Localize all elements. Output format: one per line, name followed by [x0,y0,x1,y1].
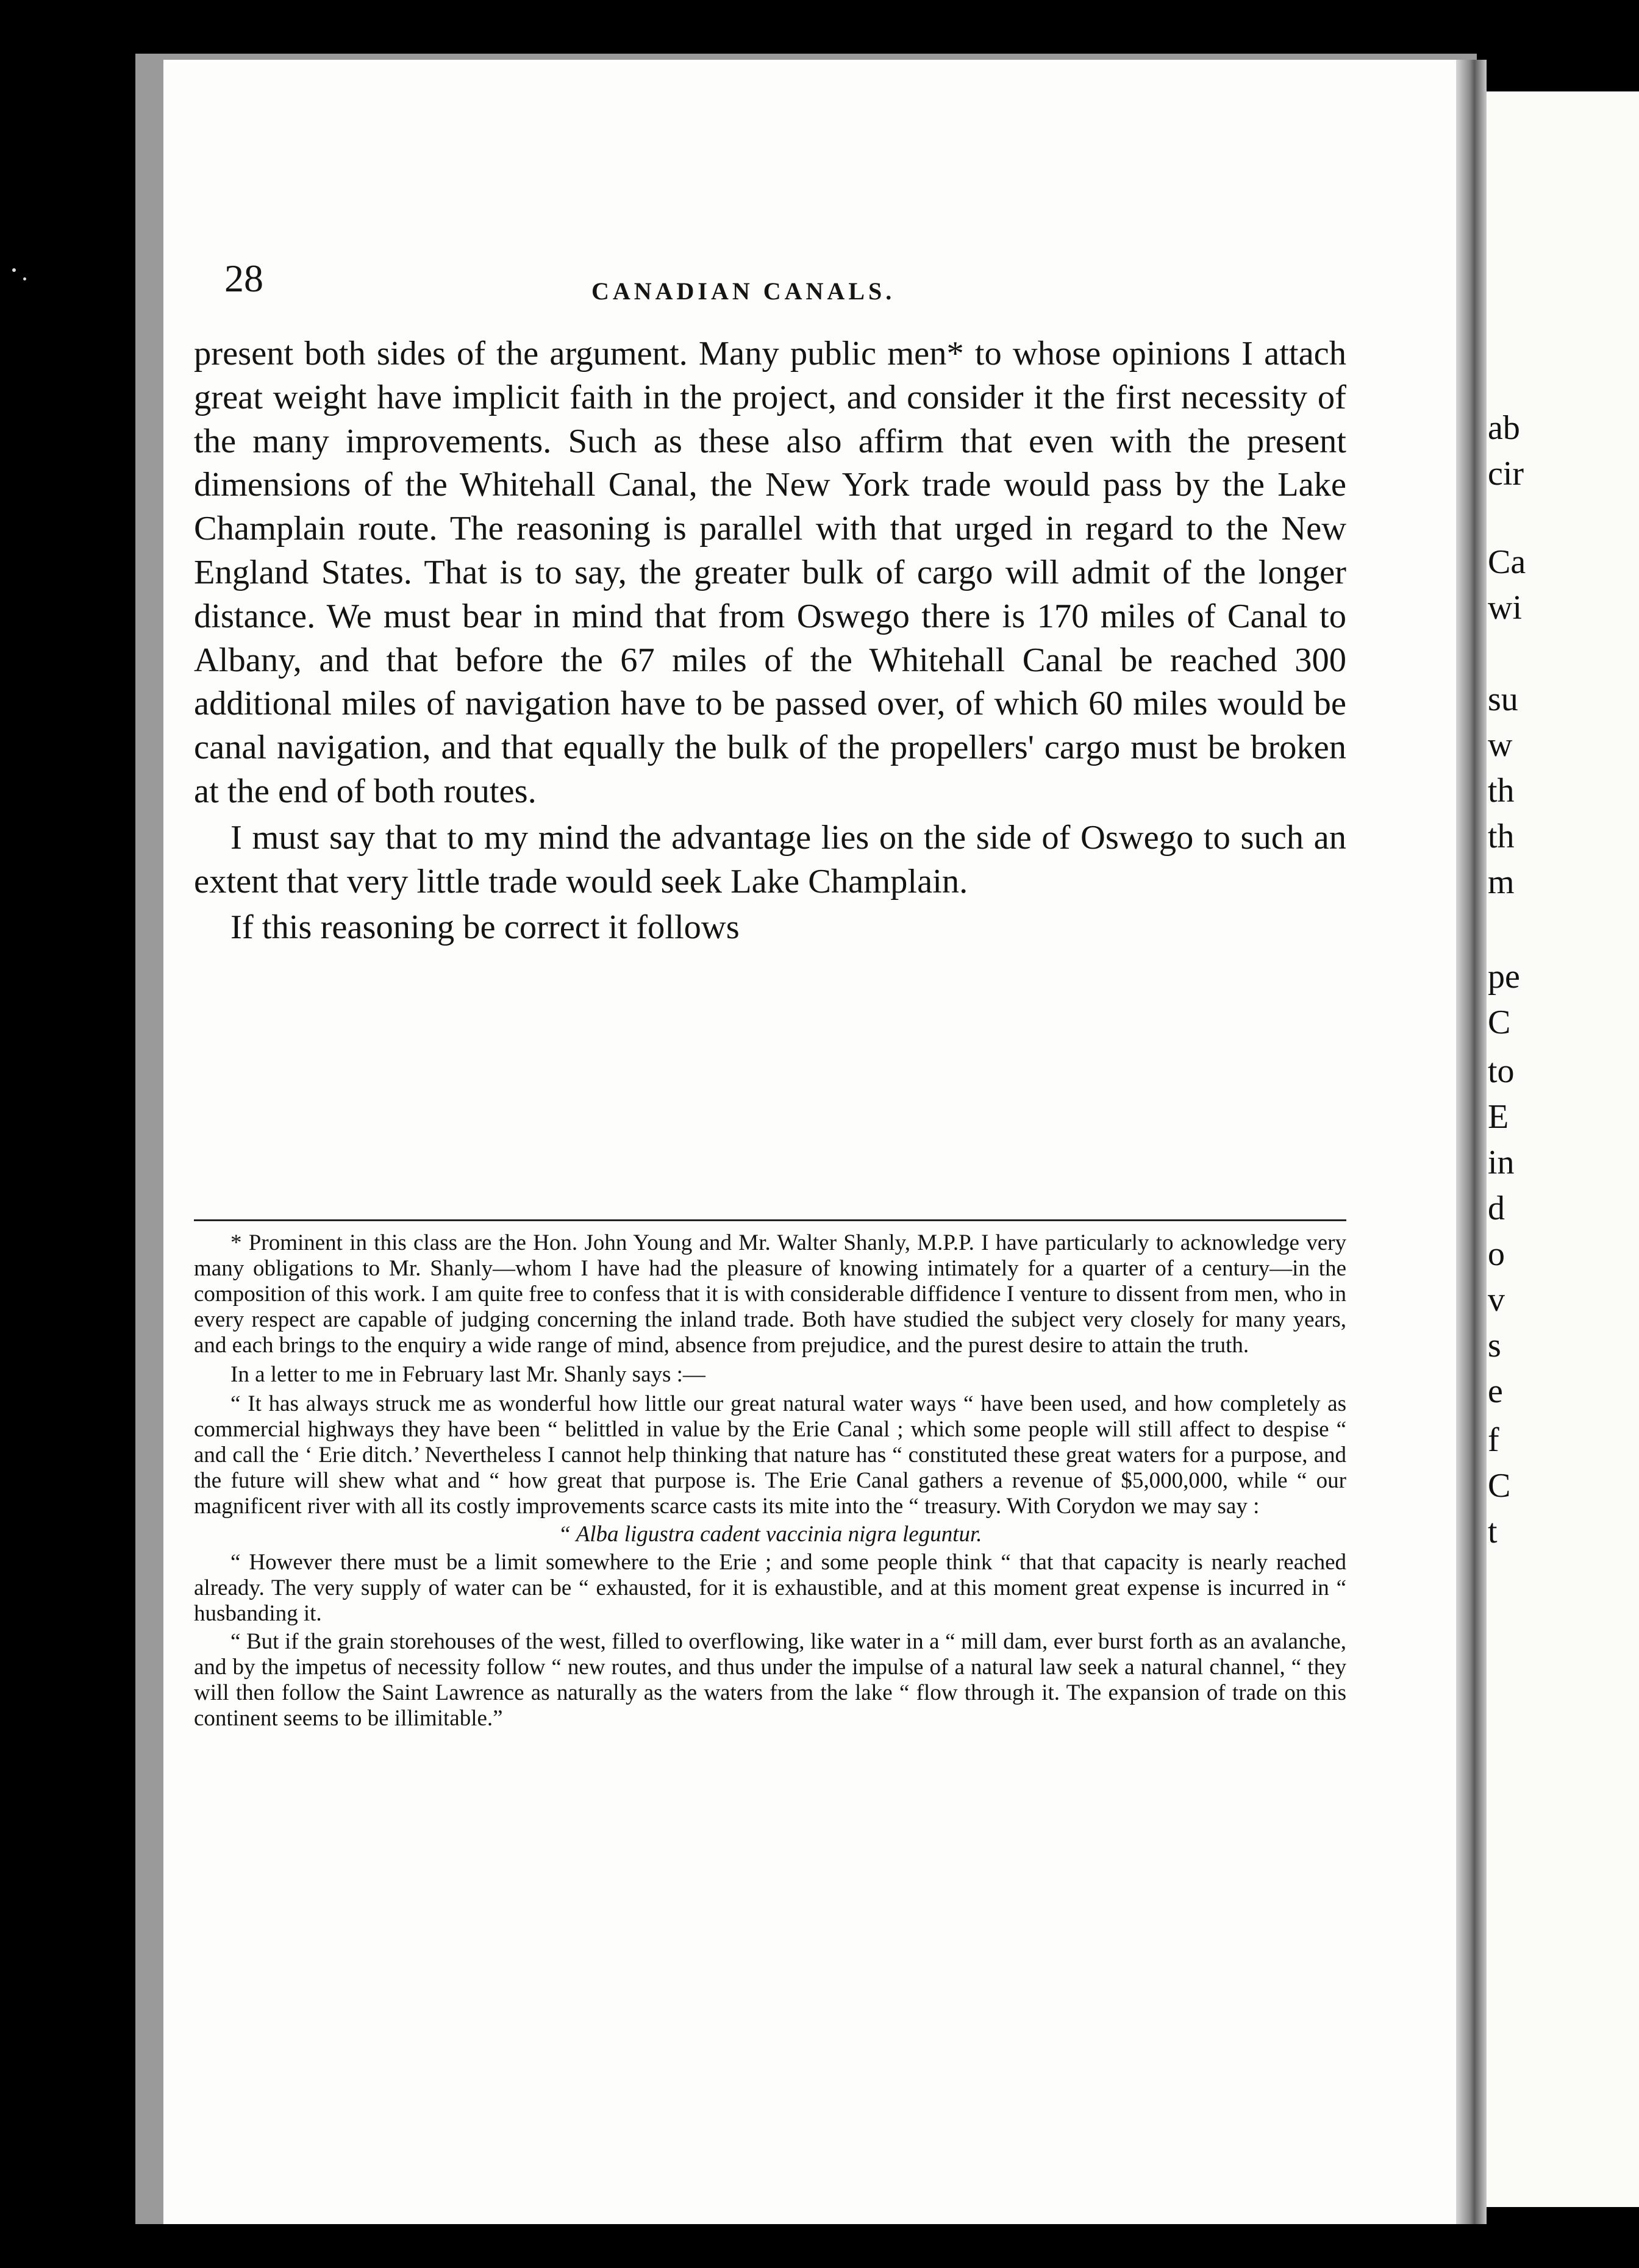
facing-page-fragment: C [1488,1467,1511,1505]
footnote [194,1230,1346,1731]
footnote-latin-verse: “ Alba ligustra cadent vaccinia nigra leguntur. [558,1522,982,1547]
facing-page-fragment: d [1488,1189,1505,1227]
facing-page-fragment: C [1488,1004,1511,1041]
facing-page-fragment: v [1488,1281,1505,1319]
facing-page-fragment: w [1488,726,1513,764]
footnote-quote: “ But if the grain storehouses of the west, filled to overflowing, like water in a “ mill dam, ever burst forth as an avalanche, and by the impetus of necessity follow “ new routes, and thus under the impulse of a natural law seek a natural channel, “ they will then follow the Saint Lawrence as naturally as the waters from the lake “ flow through it. The expansion of trade on this continent seems to be illimitable.” [194,1629,1346,1731]
running-title: CANADIAN CANALS. [591,277,896,305]
facing-page-fragment: e [1488,1372,1503,1410]
facing-page-fragment: th [1488,772,1515,810]
footnote-quote: “ However there must be a limit somewhere to the Erie ; and some people think “ that that capacity is nearly reached already. The very supply of water can be “ exhausted, for it is exhaustible, and at this moment great expense is incurred in “ husbanding it. [194,1550,1346,1626]
facing-page-fragment: cir [1488,455,1524,493]
book-gutter [1456,60,1487,2224]
facing-page-fragment: in [1488,1144,1515,1182]
facing-page-fragment: Ca [1488,543,1526,581]
facing-page-fragment: to [1488,1052,1515,1090]
facing-page-fragment: o [1488,1235,1505,1273]
footnote-rule [194,1219,1346,1221]
paragraph: I must say that to my mind the advantage lies on the side of Oswego to such an extent that very little trade would seek Lake Champlain. [194,818,1346,900]
facing-page-fragment: pe [1488,958,1520,996]
facing-page-fragment: ab [1488,409,1520,447]
main-text [194,332,1346,950]
footnote-quote: “ It has always struck me as wonderful how little our great natural water ways “ have been used, and how completely as commercial highways they have been “ belittled in value by the Erie Canal ; which some people will still affect to despise “ and call the ‘ Erie ditch.’ Nevertheless I cannot help thinking that nature has “ constituted these great waters for a purpose, and the future will shew what and “ how great that purpose is. The Erie Canal gathers a revenue of $5,000,000, while “ our magnificent river with all its costly improvements scarce casts its mite into the “ treasury. With Corydon we may say : [194,1391,1346,1519]
paragraph: If this reasoning be correct it follows [230,908,740,947]
facing-page-fragment: th [1488,818,1515,855]
facing-page-fragment: E [1488,1098,1509,1136]
facing-page-fragment: wi [1488,589,1522,627]
running-head [0,256,1639,305]
facing-page-fragment: su [1488,680,1518,718]
facing-page [1487,91,1639,2207]
footnote-letter-line: In a letter to me in February last Mr. Shanly says :— [230,1362,705,1387]
paragraph: present both sides of the argument. Many public men* to whose opinions I attach great weight have implicit faith in the project, and consider it the first necessity of the many improvements. Such as these also affirm that even with the present dimensions of the Whitehall Canal, the New York trade would pass by the Lake Champlain route. The reasoning is parallel with that urged in regard to the New England States. That is to say, the greater bulk of cargo will admit of the longer distance. We must bear in mind that from Oswego there is 170 miles of Canal to Albany, and that before the 67 miles of the Whitehall Canal be reached 300 additional miles of navigation have to be passed over, of which 60 miles would be canal navigation, and that equally the bulk of the propellers' cargo must be broken at the end of both routes. [194,335,1346,810]
facing-page-fragment: t [1488,1513,1498,1550]
facing-page-fragment: f [1488,1421,1499,1459]
footnote-intro: * Prominent in this class are the Hon. John Young and Mr. Walter Shanly, M.P.P. I have particularly to acknowledge very many obligations to Mr. Shanly—whom I have had the pleasure of knowing intimately for a quarter of a century—in the composition of this work. I am quite free to confess that it is with considerable diffidence I venture to dissent from men, who in every respect are capable of judging concerning the inland trade. Both have studied the subject very closely for many years, and each brings to the enquiry a wide range of mind, absence from prejudice, and the purest desire to attain the truth. [194,1230,1346,1358]
page-number: 28 [224,257,263,300]
facing-page-fragment: m [1488,863,1515,901]
facing-page-fragment: s [1488,1327,1501,1364]
